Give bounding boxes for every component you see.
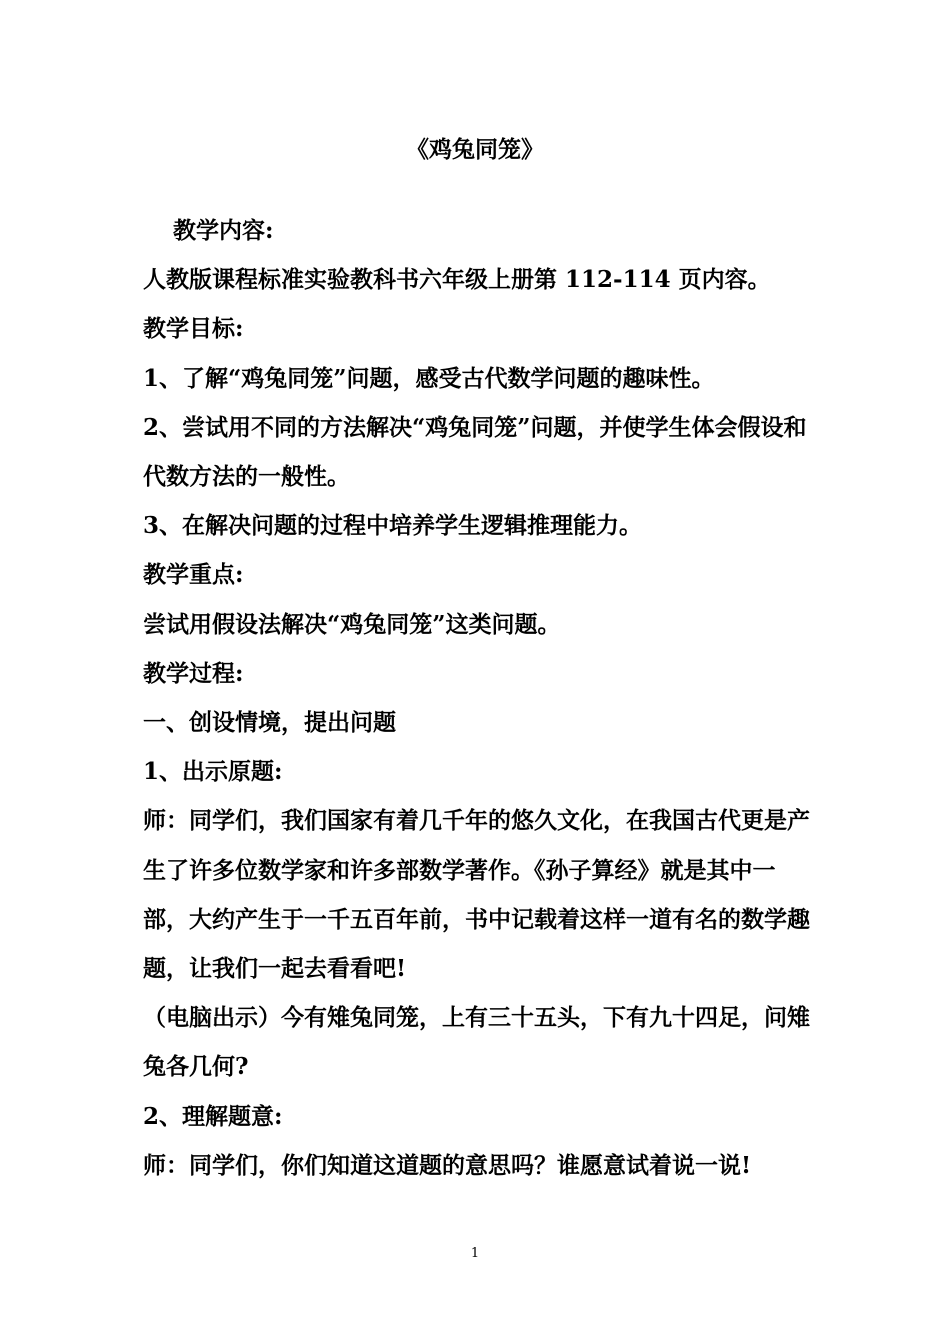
- page-number: 1: [470, 1246, 480, 1261]
- paragraph-teacher-intro: 师：同学们，我们国家有着几千年的悠久文化，在我国古代更是产生了许多位数学家和许多部数学著作。《孙子算经》就是其中一部，大约产生于一千五百年前，书中记载着这样一道有名的数学趣题，让我们一起去看看吧!: [143, 807, 810, 983]
- process-substep-show-problem: 1、出示原题:: [143, 758, 283, 786]
- document-title: 《鸡兔同笼》: [406, 136, 544, 163]
- section-heading-teaching-content: 教学内容:: [173, 217, 274, 244]
- goal-item-2: 2、尝试用不同的方法解决“鸡兔同笼”问题，并使学生体会假设和代数方法的一般性。: [143, 413, 807, 491]
- paragraph-key-points: 尝试用假设法解决“鸡兔同笼”这类问题。: [143, 610, 561, 638]
- document-body: [143, 206, 813, 1190]
- section-heading-teaching-goals: 教学目标:: [143, 315, 244, 343]
- process-step-1-heading: 一、创设情境，提出问题: [143, 709, 396, 737]
- paragraph-teaching-content: 人教版课程标准实验教科书六年级上册第 112-114 页内容。: [143, 266, 771, 294]
- paragraph-original-problem: （电脑出示）今有雉兔同笼，上有三十五头，下有九十四足，问雉兔各几何?: [143, 1004, 810, 1081]
- section-heading-key-points: 教学重点:: [143, 561, 244, 589]
- process-substep-understand-problem: 2、理解题意:: [143, 1102, 283, 1130]
- paragraph-teacher-question: 师：同学们，你们知道这道题的意思吗？谁愿意试着说一说!: [143, 1151, 752, 1179]
- goal-item-3: 3、在解决问题的过程中培养学生逻辑推理能力。: [143, 512, 643, 540]
- section-heading-teaching-process: 教学过程:: [143, 659, 244, 687]
- goal-item-1: 1、了解“鸡兔同笼”问题，感受古代数学问题的趣味性。: [143, 364, 715, 392]
